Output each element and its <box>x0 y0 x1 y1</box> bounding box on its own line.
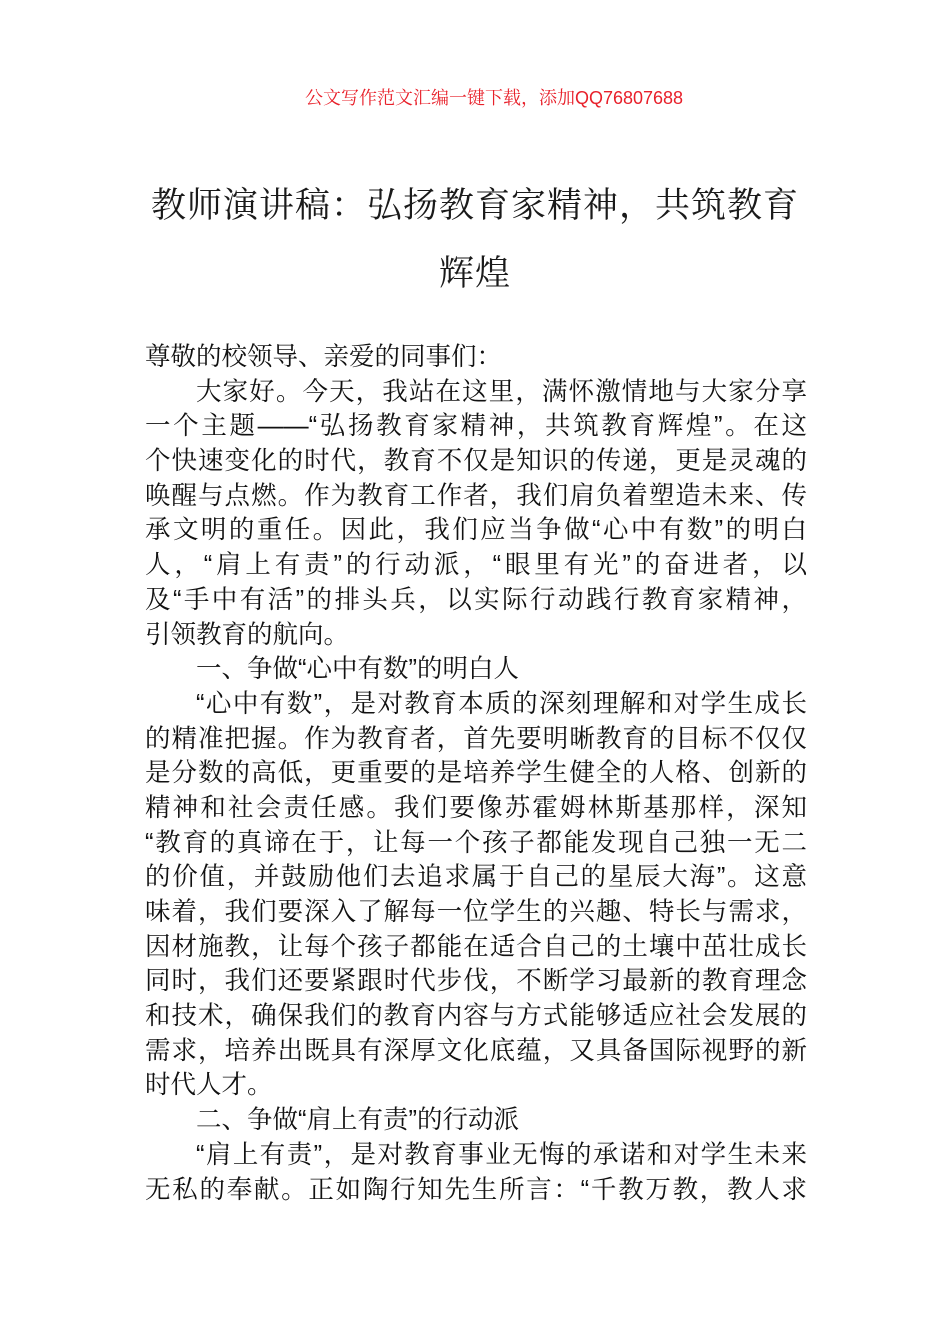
document-title-line-1: 教师演讲稿：弘扬教育家精神，共筑教育 <box>150 186 799 225</box>
text-line: 尊敬的校领导、亲爱的同事们： <box>145 343 503 371</box>
text-line: 引领教育的航向。 <box>145 620 350 649</box>
text-line: 二、争做“肩上有责”的行动派 <box>196 1106 519 1135</box>
promo-header: 公文写作范文汇编一键下载，添加QQ76807688 <box>304 88 684 108</box>
text-line: 承文明的重任。因此，我们应当争做“心中有数”的明白 <box>145 516 807 545</box>
document-title-line-2: 辉煌 <box>438 254 511 293</box>
text-line: 的精准把握。作为教育者，首先要明晰教育的目标不仅仅 <box>145 724 807 753</box>
text-line: 人，“肩上有责”的行动派，“眼里有光”的奋进者，以 <box>145 551 807 580</box>
text-line: 因材施教，让每个孩子都能在适合自己的土壤中茁壮成长 <box>145 932 807 961</box>
text-line: 一、争做“心中有数”的明白人 <box>196 655 519 684</box>
text-line: 大家好。今天，我站在这里，满怀激情地与大家分享 <box>196 377 807 406</box>
text-line: 及“手中有活”的排头兵，以实际行动践行教育家精神， <box>145 585 807 614</box>
text-line: 是分数的高低，更重要的是培养学生健全的人格、创新的 <box>145 759 807 788</box>
text-line: 唤醒与点燃。作为教育工作者，我们肩负着塑造未来、传 <box>145 481 807 510</box>
document-body <box>145 340 807 1207</box>
text-line: 个快速变化的时代，教育不仅是知识的传递，更是灵魂的 <box>145 447 807 476</box>
text-line: “肩上有责”，是对教育事业无悔的承诺和对学生未来 <box>196 1140 807 1169</box>
text-line: “教育的真谛在于，让每一个孩子都能发现自己独一无二 <box>145 828 807 857</box>
text-line: “心中有数”，是对教育本质的深刻理解和对学生成长 <box>196 689 807 718</box>
text-line: 同时，我们还要紧跟时代步伐，不断学习最新的教育理念 <box>145 967 807 996</box>
text-line: 和技术，确保我们的教育内容与方式能够适应社会发展的 <box>145 1002 807 1031</box>
text-line: 精神和社会责任感。我们要像苏霍姆林斯基那样，深知 <box>145 793 807 822</box>
text-line: 的价值，并鼓励他们去追求属于自己的星辰大海”。这意 <box>145 863 807 892</box>
text-line: 无私的奉献。正如陶行知先生所言：“千教万教，教人求 <box>145 1175 807 1204</box>
text-line: 一个主题——“弘扬教育家精神，共筑教育辉煌”。在这 <box>145 412 807 441</box>
text-line: 味着，我们要深入了解每一位学生的兴趣、特长与需求， <box>145 898 807 926</box>
text-line: 时代人才。 <box>145 1071 273 1100</box>
text-line: 需求，培养出既具有深厚文化底蕴，又具备国际视野的新 <box>145 1036 807 1065</box>
